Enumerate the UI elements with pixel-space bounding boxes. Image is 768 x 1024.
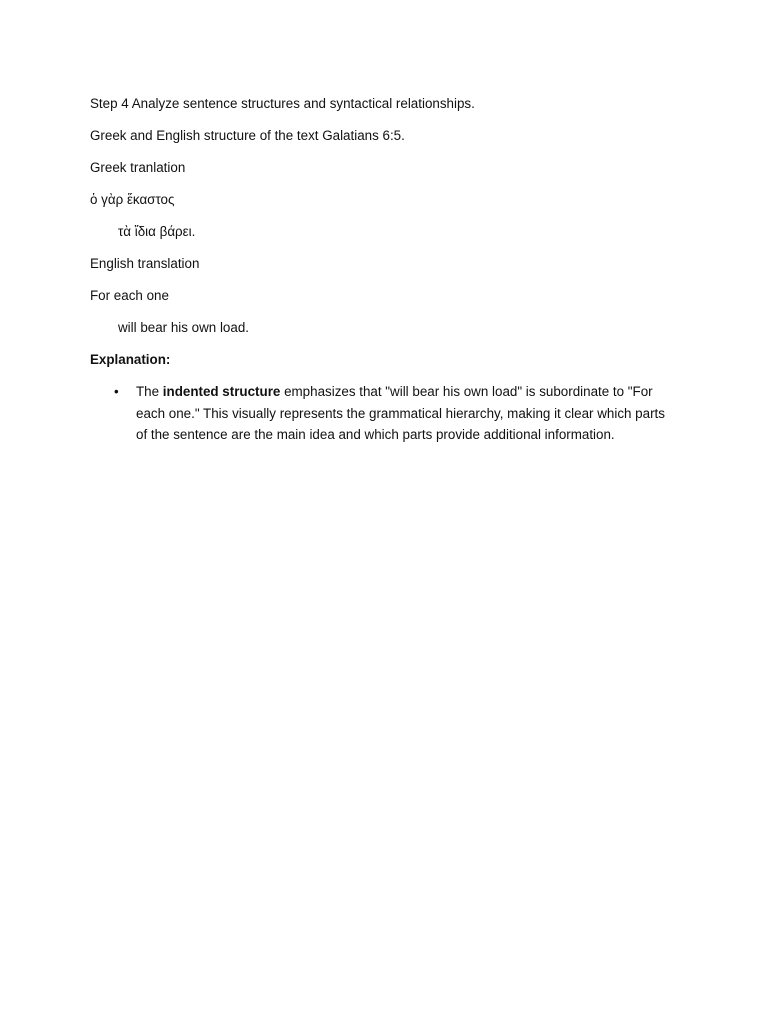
bullet-marker: • — [114, 384, 119, 399]
step-heading: Step 4 Analyze sentence structures and syntactical relationships. — [90, 96, 475, 111]
english-line-indented: will bear his own load. — [118, 320, 249, 335]
structure-line: Greek and English structure of the text Galatians 6:5. — [90, 128, 405, 143]
greek-label: Greek tranlation — [90, 160, 186, 175]
greek-line-indented: τὰ ἴδια βάρει. — [118, 224, 196, 239]
english-line-main: For each one — [90, 288, 169, 303]
bullet-bold-phrase: indented structure — [162, 384, 281, 399]
bullet-text: emphasizes that "will bear his own load" is subordinate to "For each one." This visually represents the grammatical hierarchy, making it clear which parts of the sentence are the main idea and which parts provide additional information. — [136, 384, 665, 442]
english-label: English translation — [90, 256, 200, 271]
list-item — [90, 381, 678, 446]
explanation-list — [90, 381, 678, 446]
greek-line-main: ὁ γὰρ ἕκαστος — [90, 192, 175, 207]
bullet-prefix: The — [136, 384, 163, 399]
explanation-heading: Explanation: — [90, 352, 171, 367]
